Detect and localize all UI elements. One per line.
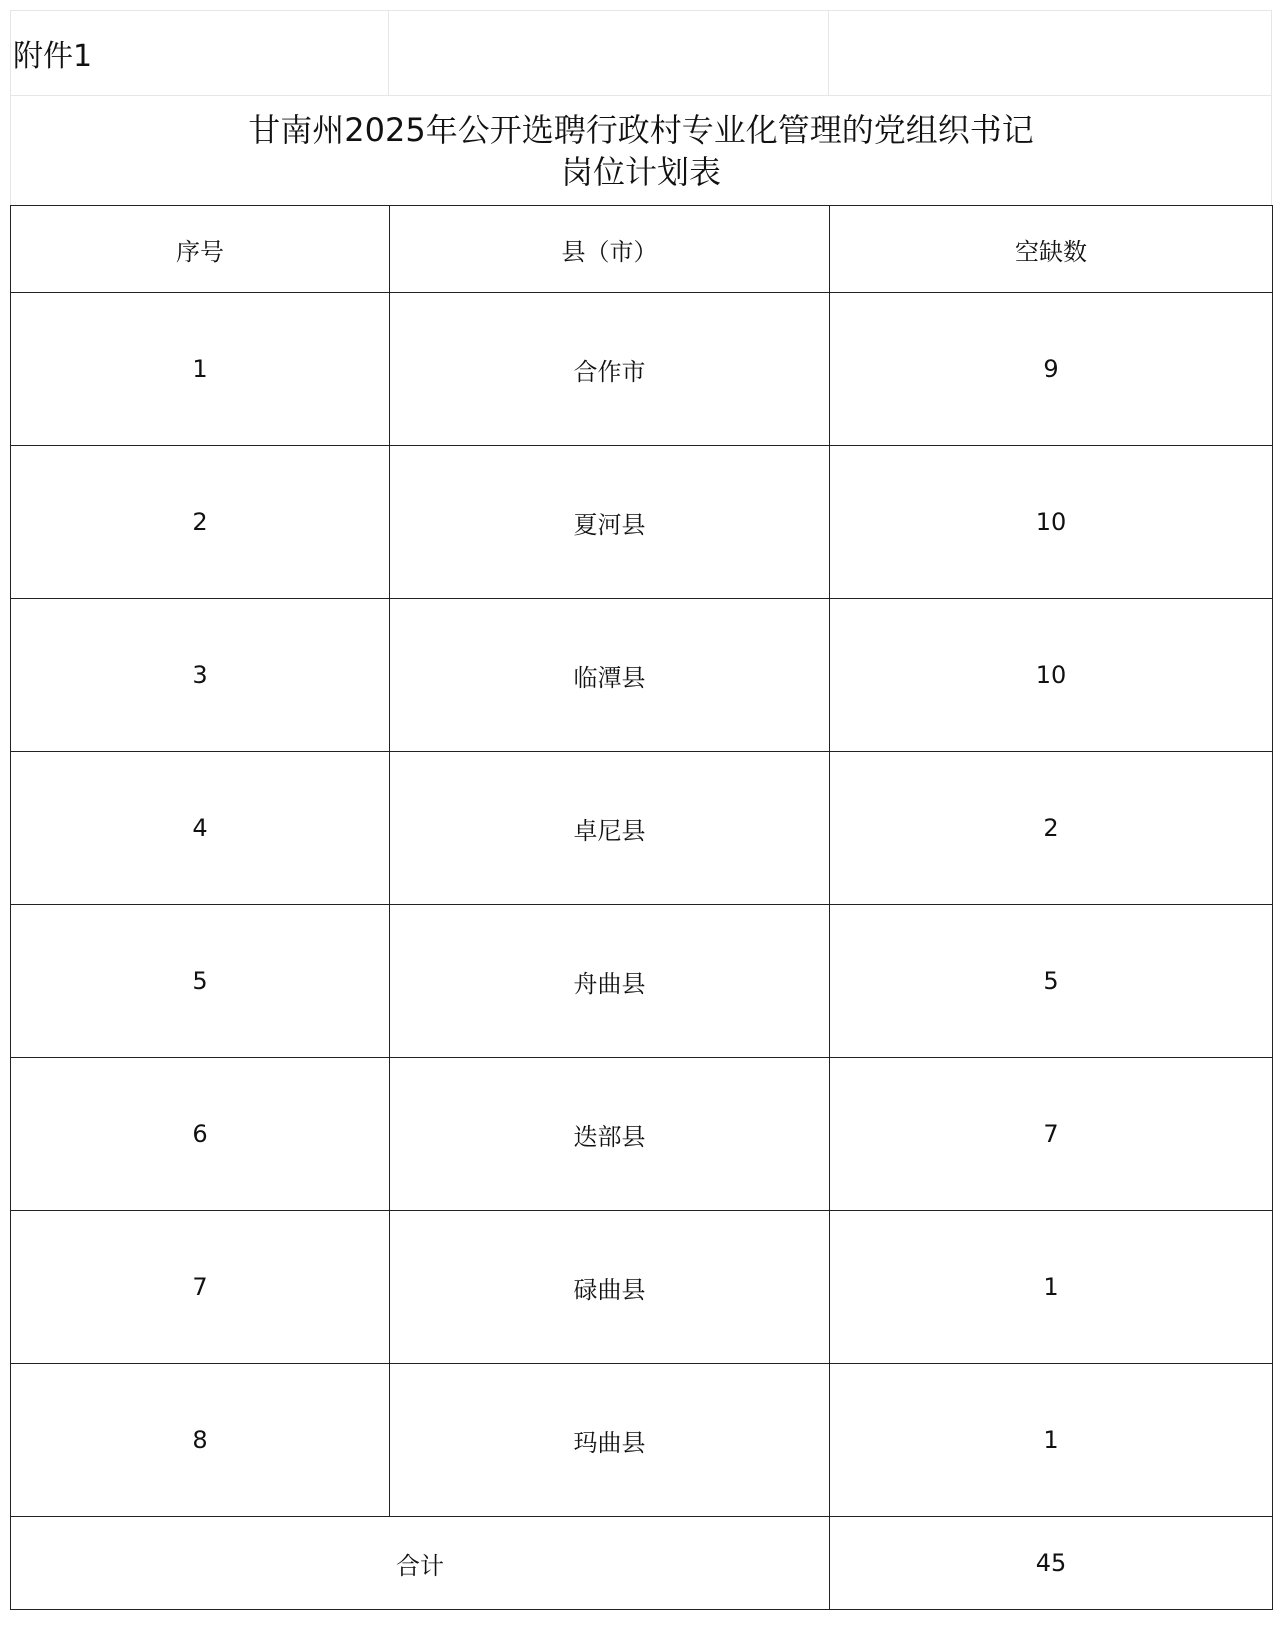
cell-county: 迭部县 [390, 1058, 830, 1211]
cell-serial: 4 [11, 752, 390, 905]
total-value: 45 [830, 1517, 1273, 1610]
table-row [11, 293, 1273, 446]
cell-county: 舟曲县 [390, 905, 830, 1058]
empty-cell [829, 11, 1271, 95]
cell-county: 碌曲县 [390, 1211, 830, 1364]
cell-serial: 8 [11, 1364, 390, 1517]
table-row [11, 1211, 1273, 1364]
header-vacancies: 空缺数 [830, 206, 1273, 293]
cell-serial: 6 [11, 1058, 390, 1211]
attachment-label: 附件1 [13, 39, 93, 74]
cell-vacancies: 2 [830, 752, 1273, 905]
title-line-1: 甘南州2025年公开选聘行政村专业化管理的党组织书记 [248, 110, 1034, 149]
table-header-row [11, 206, 1273, 293]
table-row [11, 599, 1273, 752]
cell-county: 夏河县 [390, 446, 830, 599]
document-title [10, 95, 1272, 205]
table-row [11, 1058, 1273, 1211]
cell-county: 合作市 [390, 293, 830, 446]
cell-vacancies: 7 [830, 1058, 1273, 1211]
header-serial: 序号 [11, 206, 390, 293]
cell-vacancies: 5 [830, 905, 1273, 1058]
cell-vacancies: 10 [830, 599, 1273, 752]
cell-county: 临潭县 [390, 599, 830, 752]
cell-serial: 5 [11, 905, 390, 1058]
cell-county: 玛曲县 [390, 1364, 830, 1517]
table-row [11, 446, 1273, 599]
title-line-2: 岗位计划表 [560, 152, 721, 191]
empty-cell [389, 11, 828, 95]
cell-vacancies: 10 [830, 446, 1273, 599]
attachment-row [10, 10, 1272, 95]
total-label: 合计 [11, 1517, 830, 1610]
cell-serial: 7 [11, 1211, 390, 1364]
cell-serial: 1 [11, 293, 390, 446]
cell-serial: 3 [11, 599, 390, 752]
cell-vacancies: 1 [830, 1364, 1273, 1517]
cell-county: 卓尼县 [390, 752, 830, 905]
document-sheet [10, 10, 1272, 1610]
position-plan-table [10, 205, 1273, 1610]
header-county: 县（市） [390, 206, 830, 293]
table-total-row [11, 1517, 1273, 1610]
attachment-cell [11, 11, 389, 95]
cell-vacancies: 9 [830, 293, 1273, 446]
table-row [11, 752, 1273, 905]
cell-vacancies: 1 [830, 1211, 1273, 1364]
table-row [11, 1364, 1273, 1517]
table-row [11, 905, 1273, 1058]
cell-serial: 2 [11, 446, 390, 599]
